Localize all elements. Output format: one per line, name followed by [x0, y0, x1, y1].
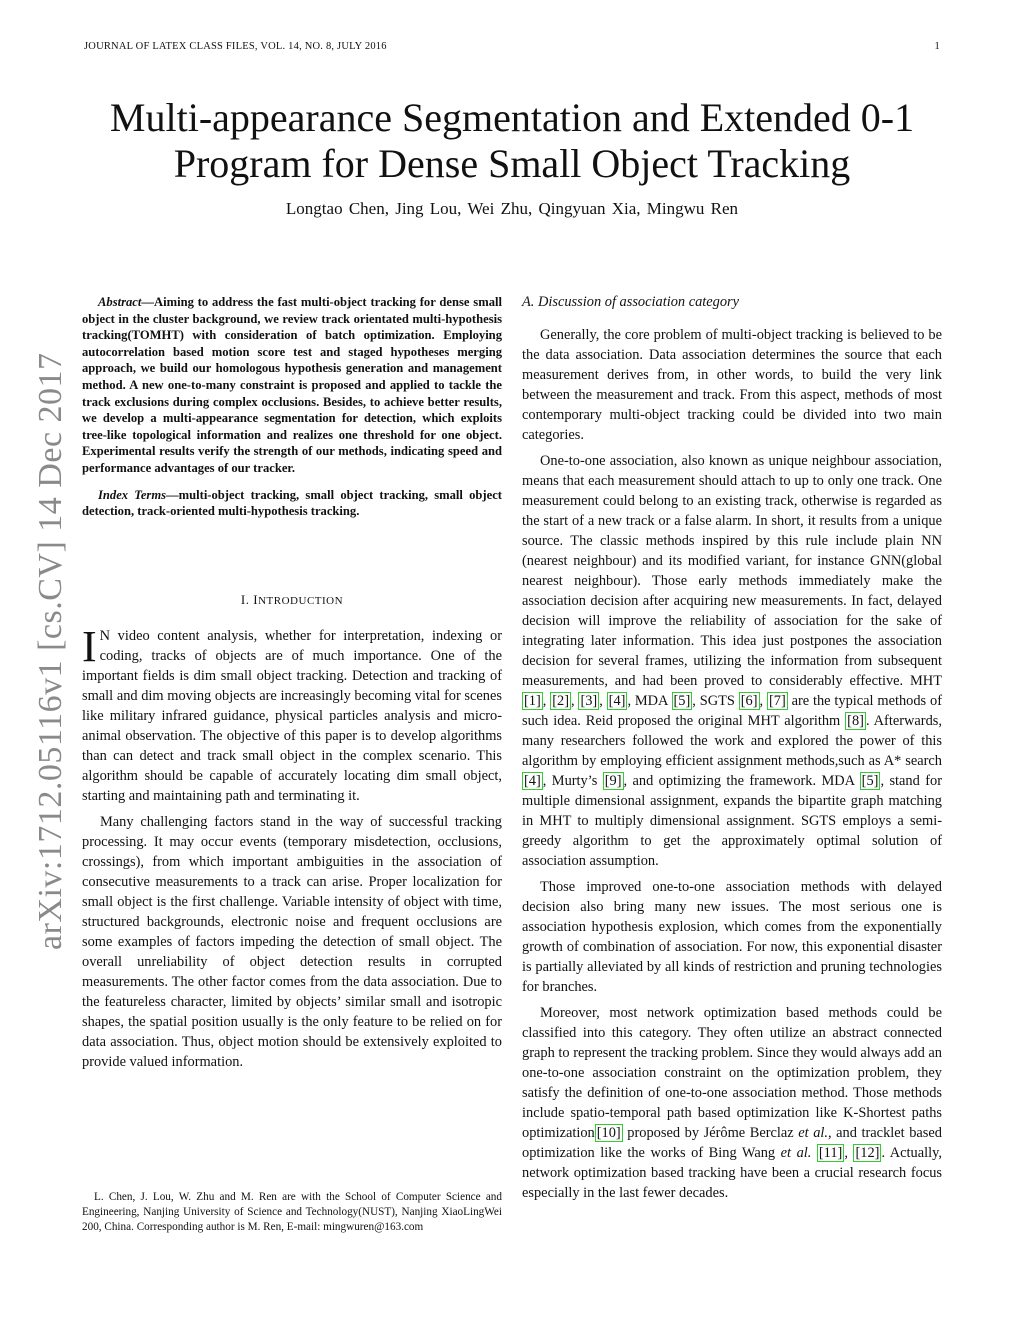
- index-terms-label: Index Terms: [98, 487, 167, 502]
- abstract-label: Abstract: [98, 295, 142, 309]
- introduction-heading: I. INTRODUCTION: [240, 591, 344, 607]
- author-footnote: L. Chen, J. Lou, W. Zhu and M. Ren are with the School of Computer Science and Engineering, Nanjing University of Science and Technology(NUST), Nanjing XiaoLingWei 200, China. Corresponding author is M. Ren, E-mail: mingwuren@163.com: [82, 1191, 502, 1233]
- citation-link[interactable]: [12]: [855, 1145, 880, 1161]
- subsection-body: [522, 325, 942, 1203]
- dropcap: I: [82, 621, 97, 671]
- subsection-heading: A. Discussion of association category: [522, 294, 740, 310]
- body-paragraph: Moreover, most network optimization based methods could be classified into this category. They often utilize an abstract connected graph to represent the tracking problem. Since they would always add an one-to-one association constraint on the optimization problem, they satisfy the definition of one-to-one association method. Those methods include spatio-temporal path based optimization like K-Shortest paths optimization [10] proposed by Jérôme Berclaz et al., and tracklet based optimization like the works of Bing Wang et al. [11] , [12] . Actually, network optimization based tracking have been a crucial research focus especially in the last fewer decades.: [522, 1005, 942, 1201]
- paper-title: Multi-appearance Segmentation and Extended 0-1 Program for Dense Small Object Tracking: [109, 95, 915, 186]
- citation-link[interactable]: [10]: [596, 1125, 621, 1141]
- page-number: 1: [934, 41, 940, 52]
- citation-link[interactable]: [4]: [608, 693, 626, 709]
- index-terms-text: —multi-object tracking, small object tracking, small object detection, track-oriented multi-hypothesis tracking.: [82, 487, 502, 519]
- journal-name: JOURNAL OF LATEX CLASS FILES, VOL. 14, NO. 8, JULY 2016: [84, 41, 387, 52]
- author-list: Longtao Chen, Jing Lou, Wei Zhu, Qingyuan Xia, Mingwu Ren: [285, 199, 739, 218]
- citation-link[interactable]: [2]: [552, 693, 569, 709]
- citation-link[interactable]: [11]: [818, 1145, 843, 1161]
- citation-link[interactable]: [8]: [847, 713, 864, 729]
- intro-paragraph: I N video content analysis, whether for interpretation, indexing or coding, tracks of objects are of much importance. One of the important fields is dim small object tracking. Detection and tracking of small and dim moving objects are increasingly becoming vital for scenes like military infrared guidance, physical particles analysis and micro-animal observation. The objective of this paper is to develop algorithms than can detect and track small object in the complex scenario. This algorithm should be capable of accurately locating dim small object, starting and maintaining path and terminating it.: [82, 621, 502, 804]
- citation-link[interactable]: [7]: [768, 693, 786, 709]
- citation-link[interactable]: [5]: [673, 693, 691, 709]
- citation-link[interactable]: [4]: [524, 773, 541, 789]
- right-column: [522, 294, 942, 1209]
- body-paragraph: Generally, the core problem of multi-object tracking is believed to be the data association. Data association determines the source that each measurement derives from, in other words, to build the very link between the measurement and track. From this aspect, methods of most contemporary multi-object tracking could be divided into two main categories.: [522, 327, 942, 443]
- citation-link[interactable]: [6]: [740, 693, 758, 709]
- arxiv-identifier: arXiv:1712.05116v1 [cs.CV] 14 Dec 2017: [32, 352, 69, 950]
- citation-link[interactable]: [9]: [604, 773, 622, 789]
- citation-link[interactable]: [1]: [524, 693, 541, 709]
- left-column: [82, 294, 502, 1078]
- introduction-body: [82, 621, 502, 1072]
- running-header: [84, 41, 940, 57]
- body-paragraph: One-to-one association, also known as unique neighbour association, means that each measurement should attach to up to only one track. One measurement could belong to an existing track, otherwise is regarded as the start of a new track or a false alarm. In short, it results from a unique source. The classic methods inspired by this rule include plain NN (nearest neighbour) and its modified variant, for instance GNN(global nearest neighbour). Those early methods immediately make the association decision after acquiring new measurements. In fact, delayed decision will improve the reliability of association for the sake of integrating later information. This idea just postpones the association decision for several frames, utilizing the information from subsequent measurements, and had been proved to considerably effective. MHT [1] , [2] , [3] , [4] , MDA [5] , SGTS [6] , [7] are the typical methods of such idea. Reid proposed the original MHT algorithm [8] . Afterwards, many researchers followed the work and explored the power of this algorithm by employing efficient assignment methods,such as A* search [4] , Murty’s [9] , and optimizing the framework. MDA [5] , stand for multiple dimensional assignment, expands the bipartite graph matching in MHT to multiply dimensional assignment. SGTS employs a semi-greedy algorithm to get the approximately optimal solution of association assumption.: [522, 453, 942, 869]
- abstract-text: —Aiming to address the fast multi-object tracking for dense small object in the cluster background, we review track orientated multi-hypothesis tracking(TOMHT) with consideration of batch optimization. Employing autocorrelation based motion score test and staged hypotheses merging approach, we build our homologous hypothesis generation and management method. A new one-to-many constraint is proposed and applied to tackle the track exclusions during complex occlusions. Besides, to achieve better results, we develop a multi-appearance segmentation for detection, which exploits tree-like topological information and realizes one threshold for one object. Experimental results verify the strength of our methods, indicating speed and performance advantages of our tracker.: [82, 295, 502, 475]
- intro-paragraph: Many challenging factors stand in the way of successful tracking processing. It may occur events (temporary misdetection, occlusions, crossings), from which important ambiguities in the association of consecutive measurements to a track can arise. Proper localization for small object is the first challenge. Variable intensity of object with time, structured backgrounds, electronic noise and frequent occlusions are some examples of factors impeding the detection of small object. The overall unreliability of object detection results in corrupted measurements. The other factor comes from the data association. Due to the featureless character, limited by objects’ similar small and isotropic shapes, the spatial position usually is the only feature to be relied on for data association. Thus, object motion should be extensively exploited to provide valued information.: [82, 813, 502, 1070]
- citation-link[interactable]: [3]: [580, 693, 598, 709]
- body-paragraph: Those improved one-to-one association methods with delayed decision also bring many new issues. The most serious one is association hypothesis explosion, which comes from the exponentially growth of combination of association. For now, this exponential disaster is partially alleviated by all kinds of restriction and pruning technologies for branches.: [522, 879, 942, 995]
- citation-link[interactable]: [5]: [861, 773, 879, 789]
- abstract: [82, 294, 502, 520]
